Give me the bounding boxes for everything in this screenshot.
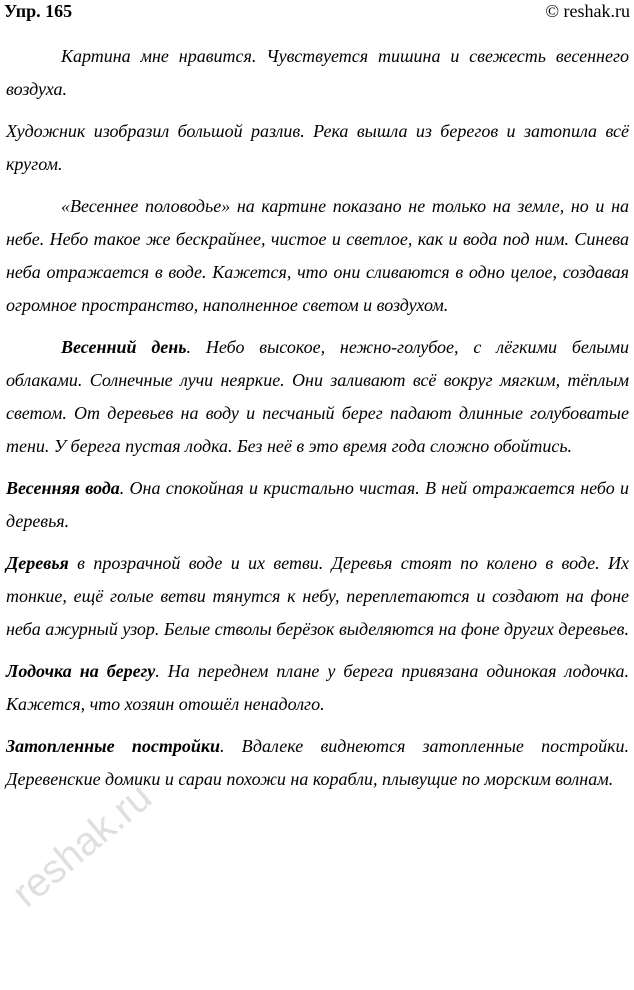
paragraph-5 — [6, 472, 629, 538]
paragraph-text: Художник изобразил большой разлив. Река вышла из берегов и затопила всё кругом. — [6, 121, 629, 174]
paragraph-3 — [6, 190, 629, 322]
paragraph-heading: Затопленные постройки — [6, 736, 220, 756]
document-body — [6, 40, 629, 805]
paragraph-1 — [6, 40, 629, 106]
paragraph-text: «Весеннее половодье» на картине показано не только на земле, но и на небе. Небо такое же бескрайнее, чистое и светлое, как и вода под ним. Синева неба отражается в воде. Кажется, что они сливаются в одно целое, создавая огромное пространство, наполненное светом и воздухом. — [6, 196, 629, 315]
paragraph-text: . Вдалеке виднеются затопленные постройки. Деревенские домики и сараи похожи на корабли, плывущие по морским волнам. — [6, 736, 629, 789]
paragraph-2 — [6, 115, 629, 181]
watermark: reshak.ru — [4, 774, 161, 916]
page-header — [0, 0, 634, 24]
paragraph-text: . Она спокойная и кристально чистая. В ней отражается небо и деревья. — [6, 478, 629, 531]
paragraph-heading: Деревья — [6, 553, 69, 573]
paragraph-text: . Небо высокое, нежно-голубое, с лёгкими белыми облаками. Солнечные лучи неяркие. Они заливают всё вокруг мягким, тёплым светом. От деревьев на воду и песчаный берег падают длинные голубоватые тени. У берега пустая лодка. Без неё в это время года сложно обойтись. — [6, 337, 629, 456]
paragraph-7 — [6, 655, 629, 721]
paragraph-text: в прозрачной воде и их ветви. Деревья стоят по колено в воде. Их тонкие, ещё голые ветви тянутся к небу, переплетаются и создают на фоне неба ажурный узор. Белые стволы берёзок выделяются на фоне других деревьев. — [6, 553, 629, 639]
paragraph-text: . На переднем плане у берега привязана одинокая лодочка. Кажется, что хозяин отошёл ненадолго. — [6, 661, 629, 714]
paragraph-text: Картина мне нравится. Чувствуется тишина и свежесть весеннего воздуха. — [6, 46, 629, 99]
site-credit: © reshak.ru — [545, 1, 630, 21]
exercise-title: Упр. 165 — [4, 1, 73, 21]
paragraph-heading: Весенний день — [61, 337, 187, 357]
paragraph-6 — [6, 547, 629, 646]
paragraph-heading: Весенняя вода — [6, 478, 120, 498]
paragraph-heading: Лодочка на берегу — [6, 661, 156, 681]
paragraph-8 — [6, 730, 629, 796]
paragraph-4 — [6, 331, 629, 463]
